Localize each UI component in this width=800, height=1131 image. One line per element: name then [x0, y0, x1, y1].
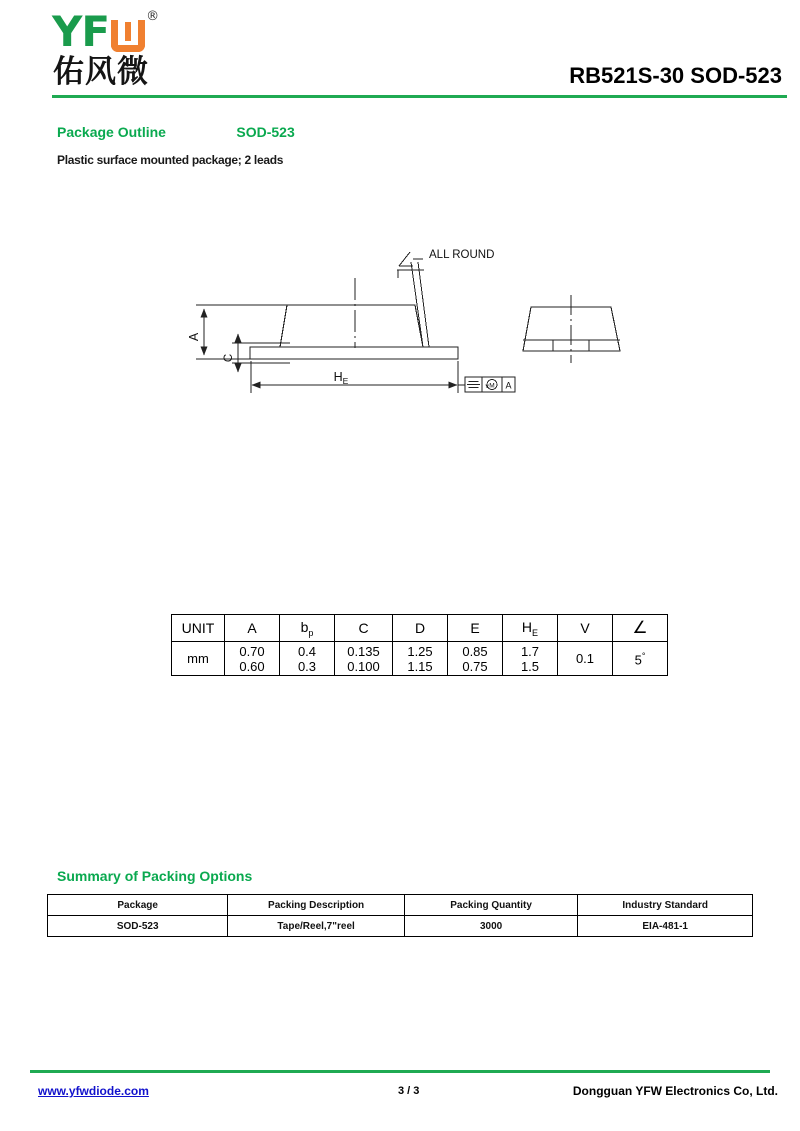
- packing-cell-quantity: 3000: [404, 916, 578, 937]
- footer-divider: [30, 1070, 770, 1073]
- fcf-tolerance-prefix: v: [485, 383, 489, 390]
- page-header: [0, 0, 800, 100]
- dim-value-angle: 5°: [613, 642, 668, 676]
- dim-header-d: D: [393, 615, 448, 642]
- packing-options-title: Summary of Packing Options: [57, 868, 253, 884]
- company-logo: [52, 7, 222, 90]
- fcf-modifier-m: M: [489, 382, 495, 390]
- logo-chinese-name: 佑风微: [53, 54, 149, 90]
- logo-mark-w: [111, 20, 145, 52]
- packing-cell-description: Tape/Reel,7"reel: [228, 916, 404, 937]
- dim-value-d: 1.25 1.15: [393, 642, 448, 676]
- dim-header-c: C: [335, 615, 393, 642]
- dim-header-a: A: [225, 615, 280, 642]
- package-outline-label: Package Outline: [57, 124, 166, 140]
- footer-company-name: Dongguan YFW Electronics Co, Ltd.: [572, 1084, 778, 1098]
- packing-header-description: Packing Description: [228, 895, 404, 916]
- dim-header-v: V: [558, 615, 613, 642]
- packing-header-row: [48, 895, 753, 916]
- packing-header-standard: Industry Standard: [578, 895, 753, 916]
- dim-label-c: C: [223, 353, 235, 363]
- logo-wordmark: [52, 7, 160, 56]
- logo-letters-yf: YF: [52, 7, 110, 56]
- fcf-datum-a: A: [505, 380, 512, 391]
- dim-label-he: $H_E$: [333, 370, 349, 386]
- dimension-table: [171, 614, 668, 676]
- note-all-round-label: ALL ROUND: [429, 249, 495, 261]
- dim-value-he: 1.7 1.5: [503, 642, 558, 676]
- package-subtitle: Plastic surface mounted package; 2 leads: [57, 153, 284, 167]
- packing-cell-package: SOD-523: [48, 916, 228, 937]
- dim-value-e: 0.85 0.75: [448, 642, 503, 676]
- package-outline-heading: [57, 124, 295, 142]
- package-outline-value: SOD-523: [236, 124, 295, 140]
- packing-header-package: Package: [48, 895, 228, 916]
- drawing-canvas: [0, 230, 800, 600]
- page-title: RB521S-30 SOD-523: [569, 63, 782, 88]
- dim-header-angle: ∠: [613, 615, 668, 642]
- dim-header-e: E: [448, 615, 503, 642]
- package-outline-drawing: [0, 230, 800, 600]
- packing-cell-standard: EIA-481-1: [578, 916, 753, 937]
- dim-header-bp: $b_p$: [280, 615, 335, 642]
- dim-value-v: 0.1: [558, 642, 613, 676]
- footer-website-link[interactable]: www.yfwdiode.com: [38, 1084, 149, 1098]
- registered-trademark-icon: ®: [146, 9, 160, 24]
- dim-table-header-row: [172, 615, 668, 642]
- packing-options-table: [47, 894, 753, 937]
- dim-label-a: A: [187, 332, 201, 342]
- dim-value-bp: 0.4 0.3: [280, 642, 335, 676]
- header-divider: [52, 95, 787, 98]
- dim-header-unit: UNIT: [172, 615, 225, 642]
- dim-header-he: $H_E$: [503, 615, 558, 642]
- dim-value-c: 0.135 0.100: [335, 642, 393, 676]
- footer-page-number: 3 / 3: [398, 1085, 420, 1097]
- packing-header-quantity: Packing Quantity: [404, 895, 578, 916]
- dim-value-unit: mm: [172, 642, 225, 676]
- dim-table-value-row: [172, 642, 668, 676]
- dim-value-a: 0.70 0.60: [225, 642, 280, 676]
- table-row: [48, 916, 753, 937]
